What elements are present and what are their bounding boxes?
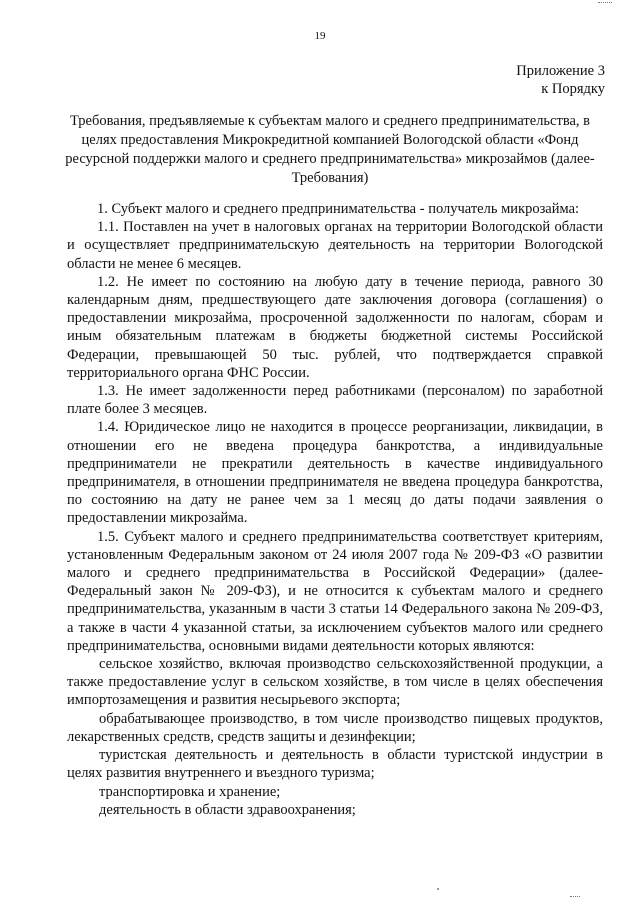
document-title: Требования, предъявляемые к субъектам малого и среднего предпринимательства, в целях предоставления Микрокредитной компанией Вологодской области «Фонд ресурсной поддержки малого и среднего предпринимательства» микрозаймов (далее-Требования) — [65, 113, 595, 186]
annex-header — [516, 62, 605, 98]
activity-item: туристская деятельность и деятельность в области туристской индустрии в целях развития внутреннего и въездного туризма; — [67, 747, 603, 782]
paragraph-1-3: 1.3. Не имеет задолженности перед работниками (персоналом) по заработной плате более 3 месяцев. — [67, 383, 603, 418]
paragraph-1-2: 1.2. Не имеет по состоянию на любую дату в течение периода, равного 30 календарным дням, предшествующего дате заключения договора (соглашения) о предоставлении микрозайма, просроченной задолженности по налогам, сборам и иным обязательным платежам в бюджеты бюджетной системы Российской Федерации, превышающей 50 тыс. рублей, что подтверждается справкой территориального органа ФНС России. — [67, 273, 603, 381]
scan-speck — [437, 888, 439, 890]
paragraph-1-5: 1.5. Субъект малого и среднего предпринимательства соответствует критериям, установленным Федеральным законом от 24 июля 2007 года № 209-ФЗ «О развитии малого и среднего предпринимательства в Российской Федерации» (далее-Федеральный закон № 209-ФЗ), и не относится к субъектам малого и среднего предпринимательства, указанным в части 3 статьи 14 Федерального закона № 209-ФЗ, а также в части 4 указанной статьи, за исключением субъектов малого или среднего предпринимательства, основными видами деятельности которых являются: — [67, 528, 603, 654]
paragraph-1-4: 1.4. Юридическое лицо не находится в процессе реорганизации, ликвидации, в отношении его не введена процедура банкротства, а индивидуальные предприниматели не прекратили деятельность в качестве индивидуального предпринимателя, в отношении предпринимателя не введена процедура банкротства, по состоянию на дату не ранее чем за 1 месяц до даты подачи заявления о предоставлении микрозайма. — [67, 419, 603, 527]
annex-reference: к Порядку — [541, 81, 605, 97]
activity-item: деятельность в области здравоохранения; — [99, 801, 356, 818]
scan-mark — [598, 2, 612, 5]
scan-mark — [570, 896, 580, 899]
paragraph-1: 1. Субъект малого и среднего предпринимательства - получатель микрозайма: — [97, 201, 580, 217]
activity-item: сельское хозяйство, включая производство сельскохозяйственной продукции, а также предоставление услуг в сельском хозяйстве, в том числе в целях обеспечения импортозамещения и развития несырьевого экспорта; — [67, 656, 603, 709]
document-body — [67, 200, 603, 819]
activity-item: транспортировка и хранение; — [99, 783, 281, 800]
activity-item: обрабатывающее производство, в том числе производство пищевых продуктов, лекарственных средств, средств защиты и дезинфекции; — [67, 710, 603, 745]
page-number: 19 — [314, 30, 326, 42]
annex-label: Приложение 3 — [516, 63, 605, 79]
paragraph-1-1: 1.1. Поставлен на учет в налоговых органах на территории Вологодской области и осуществляет предпринимательскую деятельность на территории Вологодской области не менее 6 месяцев. — [67, 219, 603, 272]
